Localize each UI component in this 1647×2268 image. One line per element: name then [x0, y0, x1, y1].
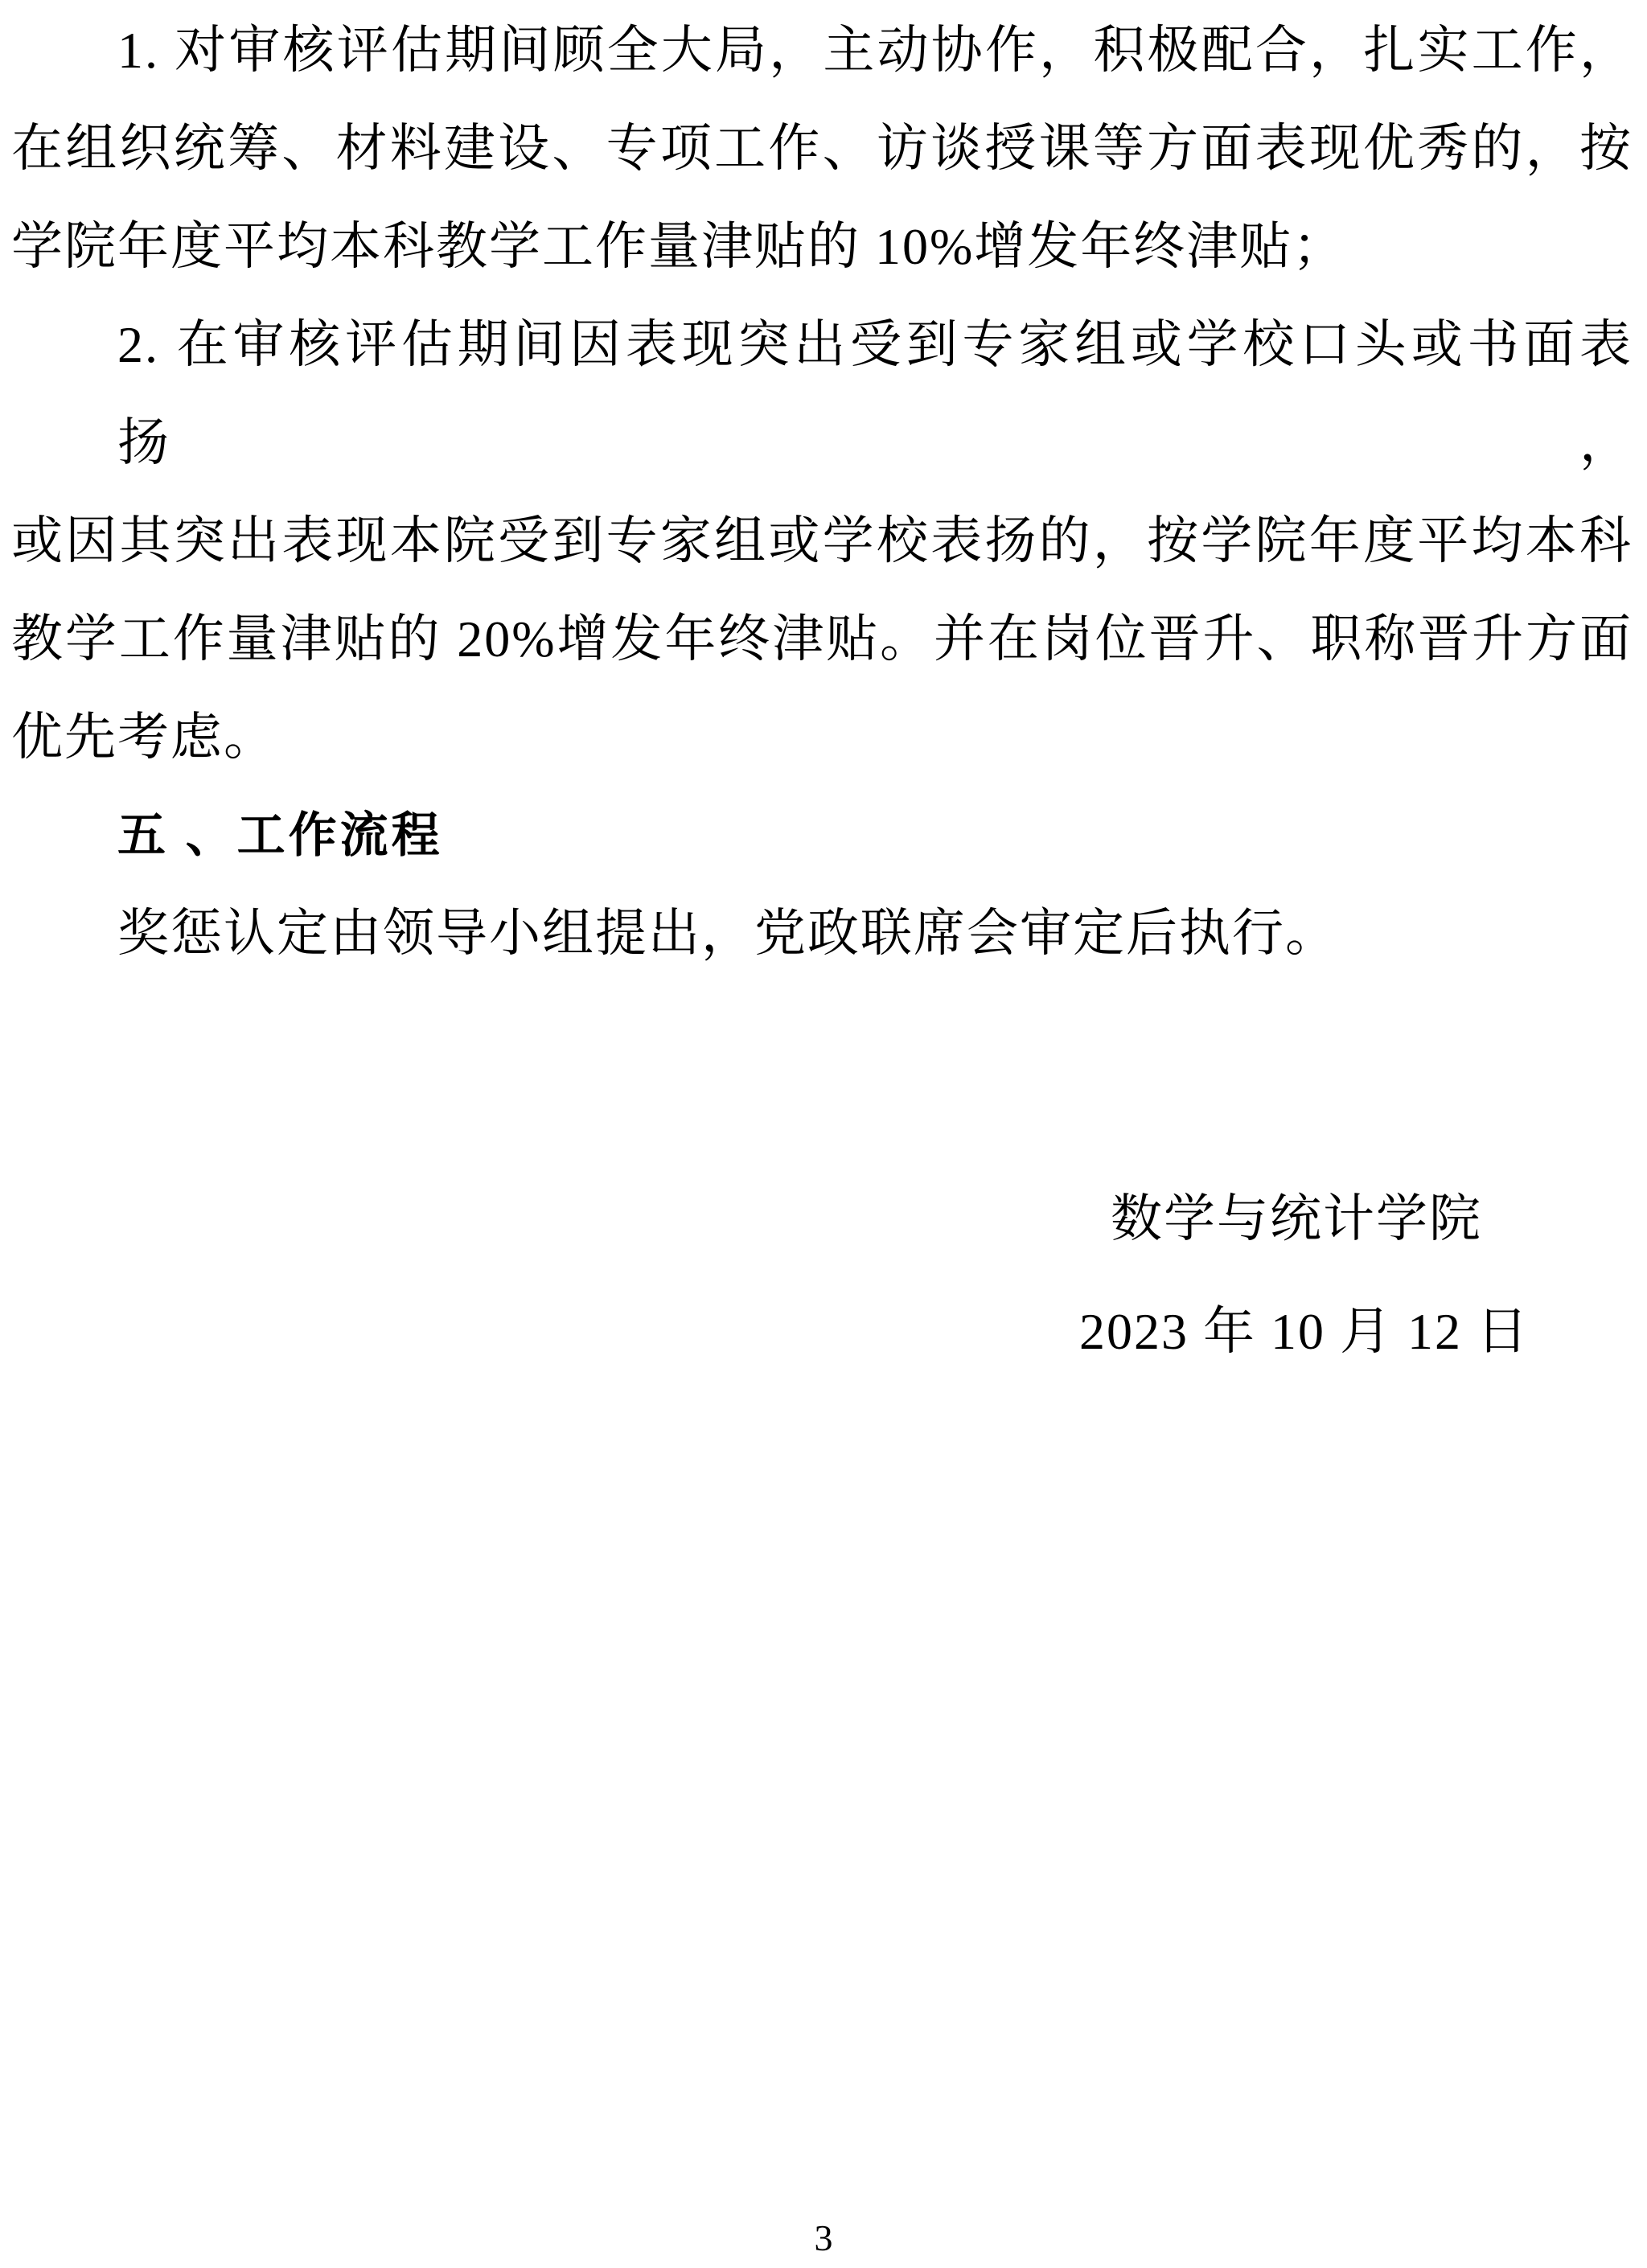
paragraph-1-line-3: 学院年度平均本科教学工作量津贴的 10%增发年终津贴； — [11, 218, 1346, 275]
paragraph-2-line-2: 或因其突出表现本院受到专家组或学校表扬的，按学院年度平均本科 — [11, 512, 1633, 569]
paragraph-1 — [11, 2, 1633, 296]
paragraph-2 — [11, 296, 1633, 787]
paragraph-2-line-3: 教学工作量津贴的 20%增发年终津贴。并在岗位晋升、职称晋升方面 — [11, 610, 1633, 668]
paragraph-3: 奖惩认定由领导小组提出，党政联席会审定后执行。 — [117, 905, 1338, 962]
page-number: 3 — [814, 2217, 833, 2258]
signature-organization: 数学与统计学院 — [1111, 1190, 1482, 1247]
section-heading-work-process: 五 、工作流程 — [117, 808, 443, 862]
paragraph-2-line-4: 优先考虑。 — [11, 709, 277, 766]
paragraph-1-line-1: 1. 对审核评估期间顾全大局，主动协作，积极配合，扎实工作， — [117, 22, 1633, 79]
signature-block — [11, 1163, 1633, 1388]
paragraph-1-line-2: 在组织统筹、材料建设、专项工作、访谈授课等方面表现优秀的，按 — [11, 120, 1633, 177]
signature-date: 2023 年 10 月 12 日 — [1079, 1303, 1530, 1360]
paragraph-2-line-1: 2. 在审核评估期间因表现突出受到专家组或学校口头或书面表扬， — [117, 316, 1633, 471]
